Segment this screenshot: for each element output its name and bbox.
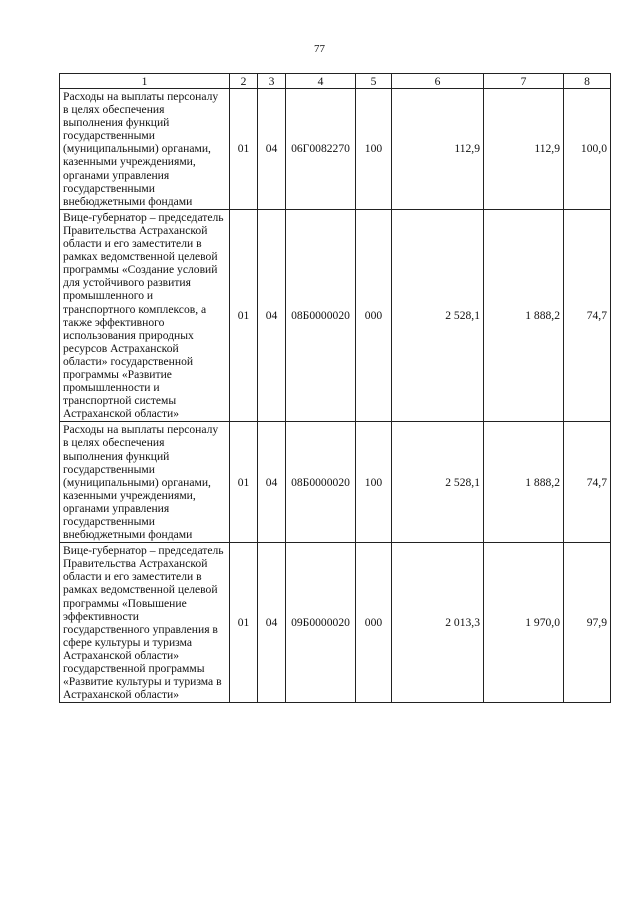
table-row [60, 543, 611, 703]
column-header: 7 [484, 74, 564, 89]
percent-cell: 74,7 [564, 209, 611, 422]
expense-type-cell: 100 [356, 89, 392, 210]
target-item-cell: 09Б0000020 [286, 543, 356, 703]
target-item-cell: 08Б0000020 [286, 422, 356, 543]
planned-amount-cell: 2 013,3 [392, 543, 484, 703]
table-row [60, 209, 611, 422]
percent-cell: 97,9 [564, 543, 611, 703]
expense-type-cell: 100 [356, 422, 392, 543]
page-number: 77 [314, 43, 325, 55]
column-header: 8 [564, 74, 611, 89]
expense-type-cell: 000 [356, 209, 392, 422]
executed-amount-cell: 1 970,0 [484, 543, 564, 703]
table-row [60, 422, 611, 543]
column-header: 1 [60, 74, 230, 89]
expense-name-cell: Вице-губернатор – председатель Правительства Астраханской области и его заместители в рамках ведомственной целевой программы «Создание условий для устойчивого развития промышленного и транспортного комплексов, а также эффективного использования природных ресурсов Астраханской области» государственной программы «Развитие промышленности и транспортной системы Астраханской области» [60, 209, 230, 422]
subsection-cell: 04 [258, 89, 286, 210]
subsection-cell: 04 [258, 543, 286, 703]
column-header: 3 [258, 74, 286, 89]
subsection-cell: 04 [258, 422, 286, 543]
percent-cell: 74,7 [564, 422, 611, 543]
section-cell: 01 [230, 209, 258, 422]
planned-amount-cell: 2 528,1 [392, 422, 484, 543]
percent-cell: 100,0 [564, 89, 611, 210]
target-item-cell: 08Б0000020 [286, 209, 356, 422]
section-cell: 01 [230, 543, 258, 703]
section-cell: 01 [230, 422, 258, 543]
budget-table [59, 73, 611, 703]
column-header: 2 [230, 74, 258, 89]
executed-amount-cell: 1 888,2 [484, 209, 564, 422]
section-cell: 01 [230, 89, 258, 210]
executed-amount-cell: 1 888,2 [484, 422, 564, 543]
expense-name-cell: Расходы на выплаты персоналу в целях обеспечения выполнения функций государственными (муниципальными) органами, казенными учреждениями, органами управления государственными внебюджетными фондами [60, 89, 230, 210]
expense-name-cell: Расходы на выплаты персоналу в целях обеспечения выполнения функций государственными (муниципальными) органами, казенными учреждениями, органами управления государственными внебюджетными фондами [60, 422, 230, 543]
target-item-cell: 06Г0082270 [286, 89, 356, 210]
planned-amount-cell: 112,9 [392, 89, 484, 210]
column-header: 6 [392, 74, 484, 89]
expense-name-cell: Вице-губернатор – председатель Правительства Астраханской области и его заместители в рамках ведомственной целевой программы «Повышение эффективности государственного управления в сфере культуры и туризма Астраханской области» государственной программы «Развитие культуры и туризма в Астраханской области» [60, 543, 230, 703]
column-header: 5 [356, 74, 392, 89]
table-header-row [60, 74, 611, 89]
planned-amount-cell: 2 528,1 [392, 209, 484, 422]
expense-type-cell: 000 [356, 543, 392, 703]
subsection-cell: 04 [258, 209, 286, 422]
column-header: 4 [286, 74, 356, 89]
executed-amount-cell: 112,9 [484, 89, 564, 210]
table-row [60, 89, 611, 210]
